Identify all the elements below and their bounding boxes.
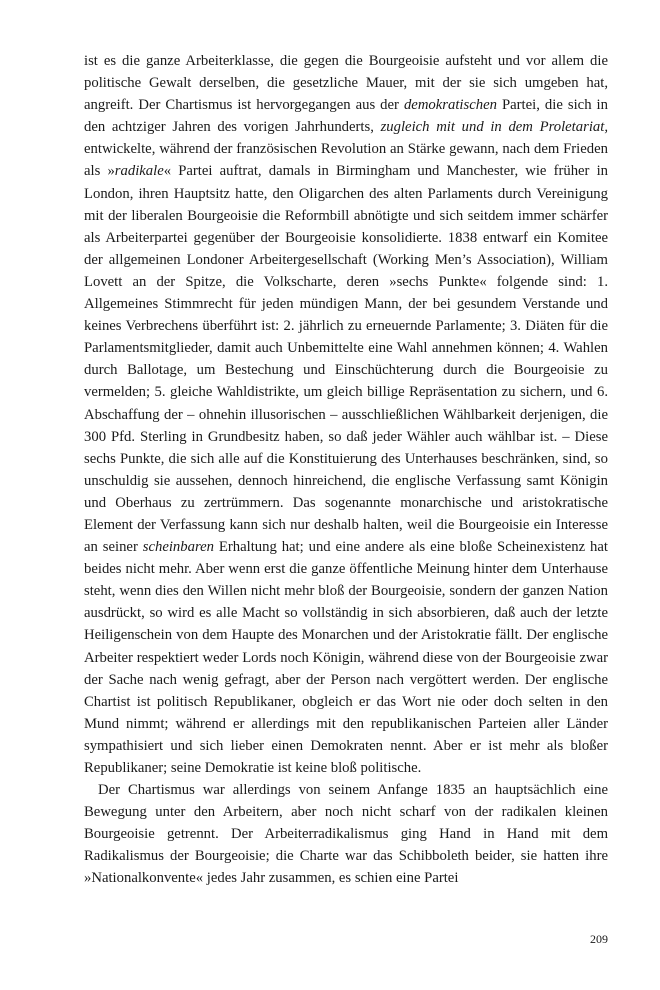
emphasis-radikale: radikale xyxy=(114,163,164,180)
emphasis-proletariat: zugleich mit und in dem Proletariat, xyxy=(380,119,608,136)
text-run: entwickelte, während der französischen Revolution an Stärke gewann, nach dem Frieden als » xyxy=(84,141,608,180)
paragraph-1 xyxy=(84,50,608,779)
emphasis-demokratischen: demokratischen xyxy=(403,97,497,114)
text-run: « Partei auftrat, damals in Birmingham und Manchester, wie früher in London, ihren Hauptsitz hatte, den Oligarchen des alten Parlaments durch Vereinigung mit der liberalen Bourgeoisie die Reformbill abnötigte und sich seitdem immer schärfer als Arbeiterpartei gegenüber der Bourgeoisie konsolidierte. 1838 entwarf ein Komitee der allgemeinen Londoner Arbeitergesellschaft (Working Men’s Association), William Lovett an der Spitze, die Volkscharte, deren »sechs Punkte« folgende sind: 1. Allgemeines Stimmrecht für jeden mündigen Mann, der bei gesundem Verstande und keines Verbrechens überführt ist: 2. jährlich zu erneuernde Parlamente; 3. Diäten für die Parlamentsmitglieder, damit auch Unbemittelte eine Wahl annehmen können; 4. Wahlen durch Ballotage, um Bestechung und Einschüchterung durch die Bourgeoisie zu vermelden; 5. gleiche Wahldistrikte, um gleich billige Repräsentation zu sichern, und 6. Abschaffung der – ohnehin illusorischen – ausschließlichen Wählbarkeit derjenigen, die 300 Pfd. Sterling in Grundbesitz haben, so daß jeder Wähler auch wählbar ist. – Diese sechs Punkte, die sich alle auf die Konstituierung des Unterhauses beschränken, sind, so unschuldig sie aussehen, dennoch hinreichend, die englische Verfassung samt Königin und Oberhaus zu zertrümmern. Das sogenannte monarchische und aristokratische Element der Verfassung kann sich nur deshalb halten, weil die Bourgeoisie ein Interesse an seiner xyxy=(84,163,608,556)
page-number: 209 xyxy=(590,932,608,946)
emphasis-scheinbaren: scheinbaren xyxy=(142,539,214,556)
text-run: Erhaltung hat; und eine andere als eine bloße Scheinexistenz hat beides nicht mehr. Aber wenn erst die ganze öffentliche Meinung hinter dem Unterhause steht, wenn dies den Willen nicht mehr bloß der Bourgeoisie, sondern der ganzen Nation ausdrückt, so wird es alle Macht so vollständig in sich absorbieren, daß auch der letzte Heiligenschein von dem Haupte des Monarchen und der Aristokratie fällt. Der englische Arbeiter respektiert weder Lords noch Königin, während diese von der Bourgeoisie zwar der Sache nach wenig gefragt, aber der Person nach vergöttert werden. Der englische Chartist ist politisch Republikaner, obgleich er das Wort nie oder doch selten in den Mund nimmt; während er allerdings mit den republikanischen Parteien aller Länder sympathisiert und sich lieber einen Demokraten nennt. Aber er ist mehr als bloßer Republikaner; seine Demokratie ist keine bloß politische. xyxy=(84,539,608,776)
text-run: ist es die ganze Arbeiterklasse, die gegen die Bourgeoisie aufsteht und vor allem die politische Gewalt derselben, die gesetzliche Mauer, mit der sie sich umgeben hat, angreift. Der Chartismus ist hervorgegangen aus der xyxy=(84,53,608,114)
paragraph-2: Der Chartismus war allerdings von seinem Anfange 1835 an hauptsächlich eine Bewegung unter den Arbeitern, aber noch nicht scharf von der radikalen kleinen Bourgeoisie getrennt. Der Arbeiterradikalismus ging Hand in Hand mit dem Radikalismus der Bourgeoisie; die Charte war das Schibboleth beider, sie hatten ihre »Nationalkonvente« jedes Jahr zusammen, es schien eine Partei xyxy=(84,782,608,887)
page-body xyxy=(84,50,608,890)
text-run: Partei, die sich in den achtziger Jahren des vorigen Jahrhunderts, xyxy=(84,97,608,136)
